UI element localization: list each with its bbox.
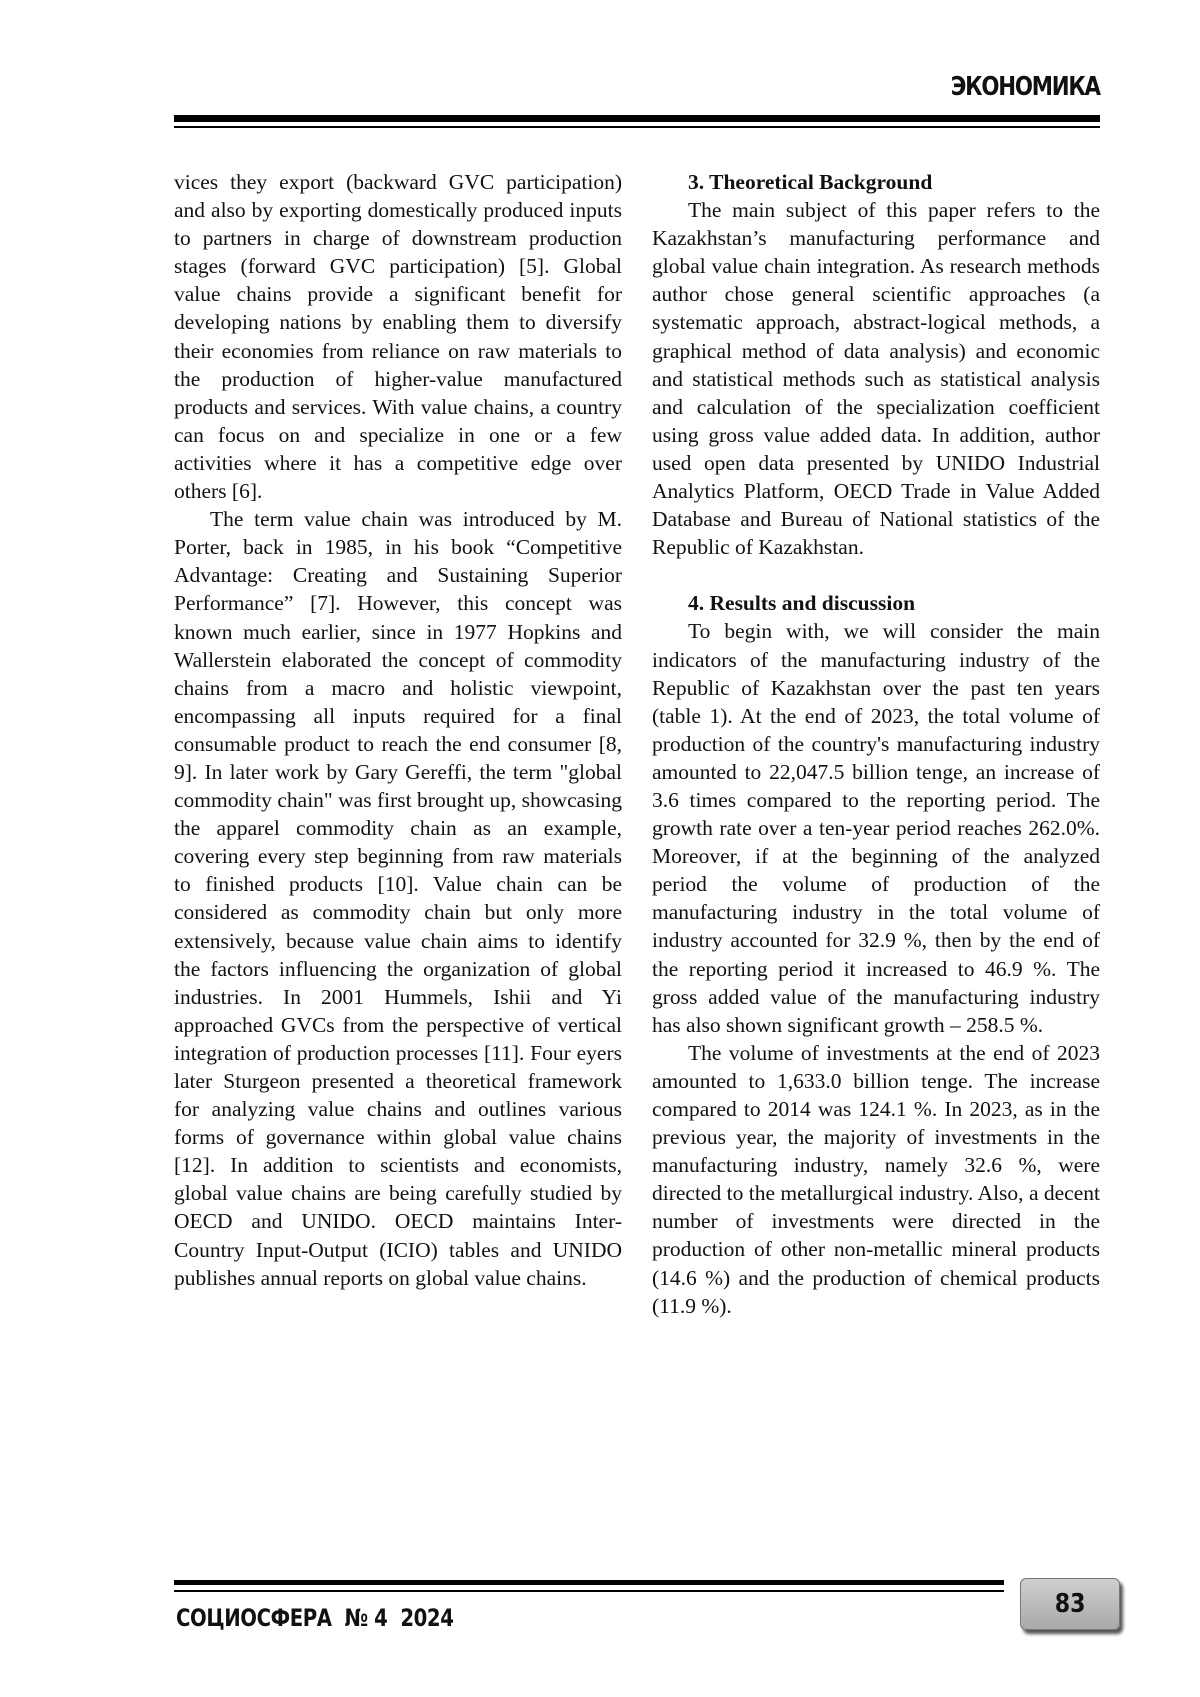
header-rule-thick [174, 115, 1100, 122]
section-title: ЭКОНОМИКА [950, 72, 1100, 102]
page-number-badge [1020, 1578, 1120, 1630]
paragraph-value-chain-history: The term value chain was introduced by M. Porter, back in 1985, in his book “Competitive Advantage: Creating and Sustaining Superior Performance” [7]. However, this concept was known much earlier, since in 1977 Hopkins and Wallerstein elaborated the concept of commodity chains from a macro and holistic viewpoint, encompassing all inputs required for a final consumable product to reach the end consumer [8, 9]. In later work by Gary Gereffi, the term "global commodity chain" was first brought up, showcasing the apparel commodity chain as an example, covering every step beginning from raw materials to finished products [10]. Value chain can be considered as commodity chain but only more extensively, because value chain aims to identify the factors influencing the organization of global industries. In 2001 Hummels, Ishii and Yi approached GVCs from the perspective of vertical integration of production processes [11]. Four eyers later Sturgeon presented a theoretical framework for analyzing value chains and outlines various forms of governance within global value chains [12]. In addition to scientists and economists, global value chains are being carefully studied by OECD and UNIDO. OECD maintains Inter-Country Input-Output (ICIO) tables and UNIDO publishes annual reports on global value chains. [174, 507, 622, 1290]
paragraph-gvc-participation: vices they export (backward GVC participation) and also by exporting domestically produced inputs to partners in charge of downstream production stages (forward GVC participation) [5]. Global value chains provide a significant benefit for developing nations by enabling them to diversify their economies from reliance on raw materials to the production of higher-value manufactured products and services. With value chains, a country can focus on and specialize in one or a few activities where it has a competitive edge over others [6]. [174, 170, 622, 504]
left-column [174, 168, 622, 1292]
section-gap [652, 561, 1100, 589]
header-rule-thin [174, 126, 1100, 128]
footer-rule-thick [174, 1580, 1004, 1585]
paragraph-manufacturing-indicators: To begin with, we will consider the main indicators of the manufacturing industry of the Republic of Kazakhstan over the past ten years (table 1). At the end of 2023, the total volume of production of the country's manufacturing industry amounted to 22,047.5 billion tenge, an increase of 3.6 times compared to the reporting period. The growth rate over a ten-year period reaches 262.0%. Moreover, if at the beginning of the analyzed period the volume of production of the manufacturing industry in the total volume of industry accounted for 32.9 %, then by the end of the reporting period it increased to 46.9 %. The gross added value of the manufacturing industry has also shown significant growth – 258.5 %. [652, 619, 1100, 1037]
heading-results-discussion: 4. Results and discussion [688, 591, 916, 616]
heading-theoretical-background: 3. Theoretical Background [688, 170, 933, 194]
footer-rule-thin [174, 1590, 1004, 1592]
paragraph-investments: The volume of investments at the end of 2023 amounted to 1,633.0 billion tenge. The increase compared to 2014 was 124.1 %. In 2023, as in the previous year, the majority of investments in the manufacturing industry, namely 32.6 %, were directed to the metallurgical industry. Also, a decent number of investments were directed in the production of other non-metallic mineral products (14.6 %) and the production of chemical products (11.9 %). [652, 1040, 1100, 1318]
paragraph-theoretical-background: The main subject of this paper refers to the Kazakhstan’s manufacturing performance and global value chain integration. As research methods author chose general scientific approaches (a systematic approach, abstract-logical methods, a graphical method of data analysis) and economic and statistical methods such as statistical analysis and calculation of the specialization coefficient using gross value added data. In addition, author used open data presented by UNIDO Industrial Analytics Platform, OECD Trade in Value Added Database and Bureau of National statistics of the Republic of Kazakhstan. [652, 198, 1100, 560]
page-number: 83 [1054, 1589, 1086, 1619]
right-column [652, 168, 1100, 1320]
journal-issue-label: СОЦИОСФЕРА № 4 2024 [176, 1604, 454, 1632]
